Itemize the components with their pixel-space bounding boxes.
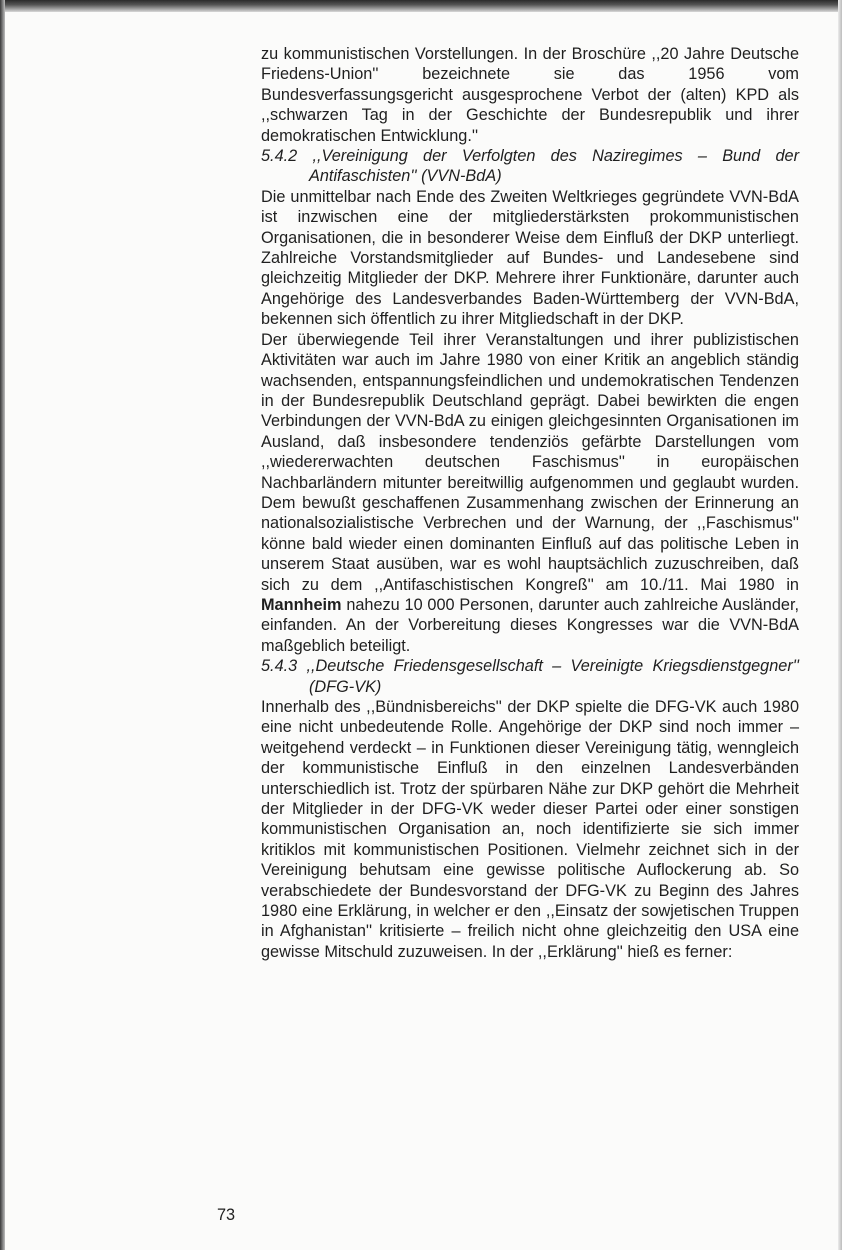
scan-edge-left	[0, 0, 5, 1250]
text-column	[261, 44, 799, 962]
paragraph-vvn-bda: Die unmittelbar nach Ende des Zweiten Weltkrieges gegründete VVN-BdA ist inzwischen eine der mitgliederstärksten prokommunistischen Organisationen, die in besonderer Weise dem Einfluß der DKP unterliegt. Zahlreiche Vorstandsmitglieder auf Bundes- und Landesebene sind gleichzeitig Mitglieder der DKP. Mehrere ihrer Funktionäre, darunter auch Angehörige des Landesverbandes Baden-Württemberg der VVN-BdA, bekennen sich öffentlich zu ihrer Mitgliedschaft in der DKP.	[261, 187, 799, 329]
section-heading-5-4-2: 5.4.2 ,,Vereinigung der Verfolgten des Naziregimes – Bund der Antifaschisten'' (VVN-BdA)	[261, 147, 799, 186]
paragraph-intro: zu kommunistischen Vorstellungen. In der Broschüre ,,20 Jahre Deutsche Friedens-Union'' bezeichnete sie das 1956 vom Bundesverfassungsgericht ausgesprochene Verbot der (alten) KPD als ,,schwarzen Tag in der Geschichte der Bundesrepublik und ihrer demokratischen Entwicklung.''	[261, 45, 799, 145]
paragraph-dfg-vk: Innerhalb des ,,Bündnisbereichs'' der DKP spielte die DFG-VK auch 1980 eine nicht unbedeutende Rolle. Angehörige der DKP sind noch immer – weitgehend verdeckt – in Funktionen dieser Vereinigung tätig, wenngleich der kommunistische Einfluß in den einzelnen Landesverbänden unterschiedlich ist. Trotz der spürbaren Nähe zur DKP gehört die Mehrheit der Mitglieder in der DFG-VK weder dieser Partei oder einer sonstigen kommunistischen Organisation an, noch identifizierte sie sich immer kritiklos mit kommunistischen Positionen. Vielmehr zeichnet sich in der Vereinigung behutsam eine gewisse politische Auflockerung ab. So verabschiedete der Bundesvorstand der DFG-VK zu Beginn des Jahres 1980 eine Erklärung, in welcher er den ,,Einsatz der sowjetischen Truppen in Afghanistan'' kritisierte – freilich nicht ohne gleichzeitig den USA eine gewisse Mitschuld zuzuweisen. In der ,,Erklärung'' hieß es ferner:	[261, 698, 799, 961]
scan-edge-top	[0, 0, 842, 12]
section-heading-5-4-3: 5.4.3 ,,Deutsche Friedensgesellschaft – Vereinigte Kriegsdienstgegner'' (DFG-VK)	[261, 657, 799, 696]
scan-edge-right	[838, 0, 842, 1250]
paragraph-vvn-activities-text-end: nahezu 10 000 Personen, darunter auch zahlreiche Ausländer, einfanden. An der Vorbereitung dieses Kongresses war die VVN-BdA maßgeblich beteiligt.	[261, 595, 799, 655]
paragraph-vvn-activities	[261, 330, 799, 657]
page-number: 73	[217, 1206, 236, 1224]
paragraph-vvn-activities-text-start: Der überwiegende Teil ihrer Veranstaltungen und ihrer publizistischen Aktivitäten war auch im Jahre 1980 von einer Kritik an angeblich ständig wachsenden, entspannungsfeindlichen und undemokratischen Tendenzen in der Bundesrepublik Deutschland geprägt. Dabei bewirkten die engen Verbindungen der VVN-BdA zu einigen gleichgesinnten Organisationen im Ausland, daß insbesondere tendenziös gefärbte Darstellungen vom ,,wiedererwachten deutschen Faschismus'' in europäischen Nachbarländern mitunter bereitwillig aufgenommen und geglaubt wurden. Dem bewußt geschaffenen Zusammenhang zwischen der Erinnerung an nationalsozialistische Verbrechen und der Warnung, der ,,Faschismus'' könne bald wieder einen dominanten Einfluß auf das politische Leben in unserem Staat ausüben, war es wohl hauptsächlich zuzuschreiben, daß sich zu dem ,,Antifaschistischen Kongreß'' am 10./11. Mai 1980 in	[261, 330, 799, 594]
place-name-mannheim: Mannheim	[261, 595, 342, 614]
